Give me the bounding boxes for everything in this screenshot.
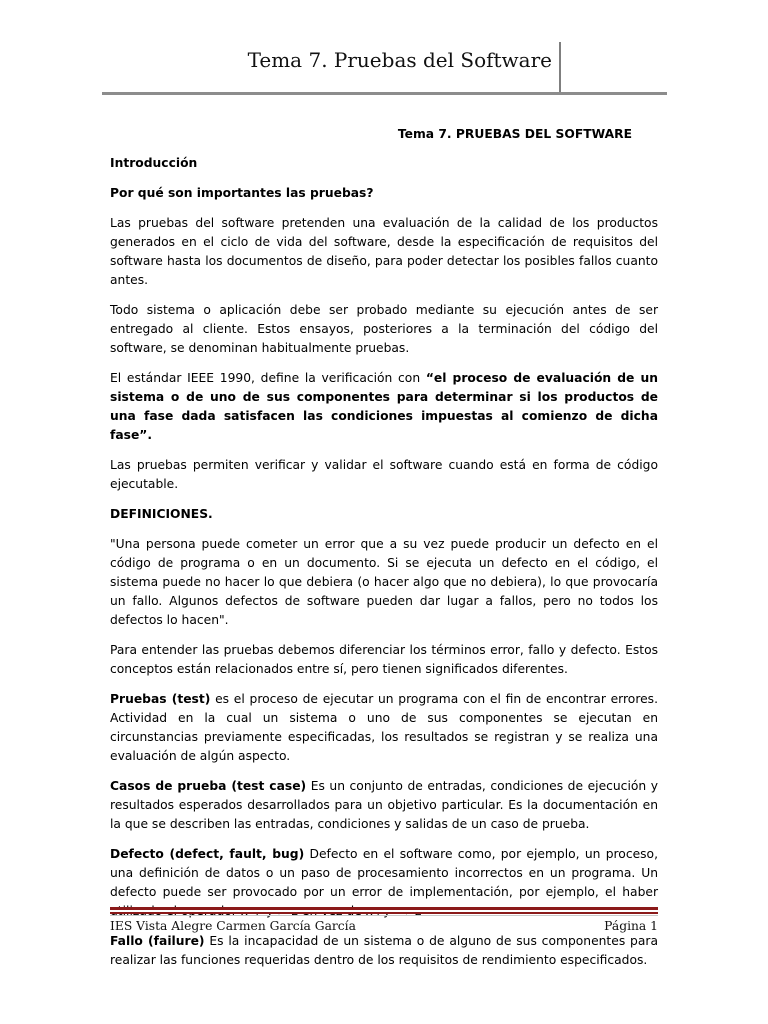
definition-defect-term: Defecto (defect, fault, bug) — [110, 847, 305, 861]
paragraph-6: Para entender las pruebas debemos diferenciar los términos error, fallo y defecto. Estos conceptos están relacionados entre sí, pero tienen significados diferentes. — [110, 643, 658, 676]
definition-failure-text: Es la incapacidad de un sistema o de alguno de sus componentes para realizar las funciones requeridas dentro de los requisitos de rendimiento especificados. — [110, 934, 658, 967]
definition-failure-term: Fallo (failure) — [110, 934, 205, 948]
footer-rule-grey — [110, 915, 658, 916]
header-title: Tema 7. Pruebas del Software — [247, 48, 552, 72]
definition-failure — [110, 932, 658, 970]
header-horizontal-rule — [102, 92, 667, 95]
definition-test-case-term: Casos de prueba (test case) — [110, 779, 307, 793]
paragraph-3-text: El estándar IEEE 1990, define la verificación con — [110, 371, 426, 385]
header-vertical-rule — [559, 42, 561, 92]
document-body — [110, 118, 658, 981]
document-title: Tema 7. PRUEBAS DEL SOFTWARE — [397, 127, 632, 141]
footer-author: IES Vista Alegre Carmen García García — [110, 919, 356, 933]
paragraph-2: Todo sistema o aplicación debe ser probado mediante su ejecución antes de ser entregado al cliente. Estos ensayos, posteriores a la terminación del código del software, se denominan habitualmente pruebas. — [110, 303, 658, 355]
footer-page-number: Página 1 — [604, 919, 658, 933]
definition-defect-text: Defecto en el software como, por ejemplo, un proceso, una definición de datos o un paso de procesamiento incorrectos en un programa. Un defecto puede ser provocado por un error de implementación, por ejemplo, el haber — [110, 847, 658, 899]
definition-test-case-text: Es un conjunto de entradas, condiciones de ejecución y resultados esperados desarrollados para un objetivo particular. Es la documentación en la que se describen las entradas, condiciones y salidas de un caso de prueba. — [110, 779, 658, 831]
definition-test-term: Pruebas (test) — [110, 692, 211, 706]
page-header — [102, 42, 667, 94]
definition-test — [110, 690, 658, 766]
definition-test-text: es el proceso de ejecutar un programa con el fin de encontrar errores. Actividad en la cual un sistema o uno de sus componentes se ejecutan en circunstancias previamente especificadas, los resultados se registran y se realiza una evaluación de algún aspecto. — [110, 692, 658, 763]
paragraph-3 — [110, 369, 658, 445]
paragraph-5: "Una persona puede cometer un error que a su vez puede producir un defecto en el código de programa o en un documento. Si se ejecuta un defecto en el código, el sistema puede no hacer lo que debiera (o hacer algo que no debiera), lo que provocaría un fallo. Algunos defectos de software pueden dar lugar a fallos, pero no todos los defectos lo hacen". — [110, 537, 658, 627]
paragraph-1: Las pruebas del software pretenden una evaluación de la calidad de los productos generados en el ciclo de vida del software, desde la especificación de requisitos del software hasta los documentos de diseño, para poder detectar los posibles fallos cuanto antes. — [110, 216, 658, 287]
why-heading: Por qué son importantes las pruebas? — [110, 186, 374, 200]
footer-rules — [110, 907, 658, 916]
definition-test-case — [110, 777, 658, 834]
definitions-heading: DEFINICIONES. — [110, 507, 213, 521]
intro-heading: Introducción — [110, 156, 198, 170]
paragraph-4: Las pruebas permiten verificar y validar el software cuando está en forma de código ejecutable. — [110, 458, 658, 491]
ieee-definition: “el proceso de evaluación de un sistema o de uno de sus componentes para determinar si los productos de una fase dada satisfacen las condiciones impuestas al comienzo de dicha fase”. — [110, 371, 658, 442]
footer-rule-thin — [110, 912, 658, 914]
